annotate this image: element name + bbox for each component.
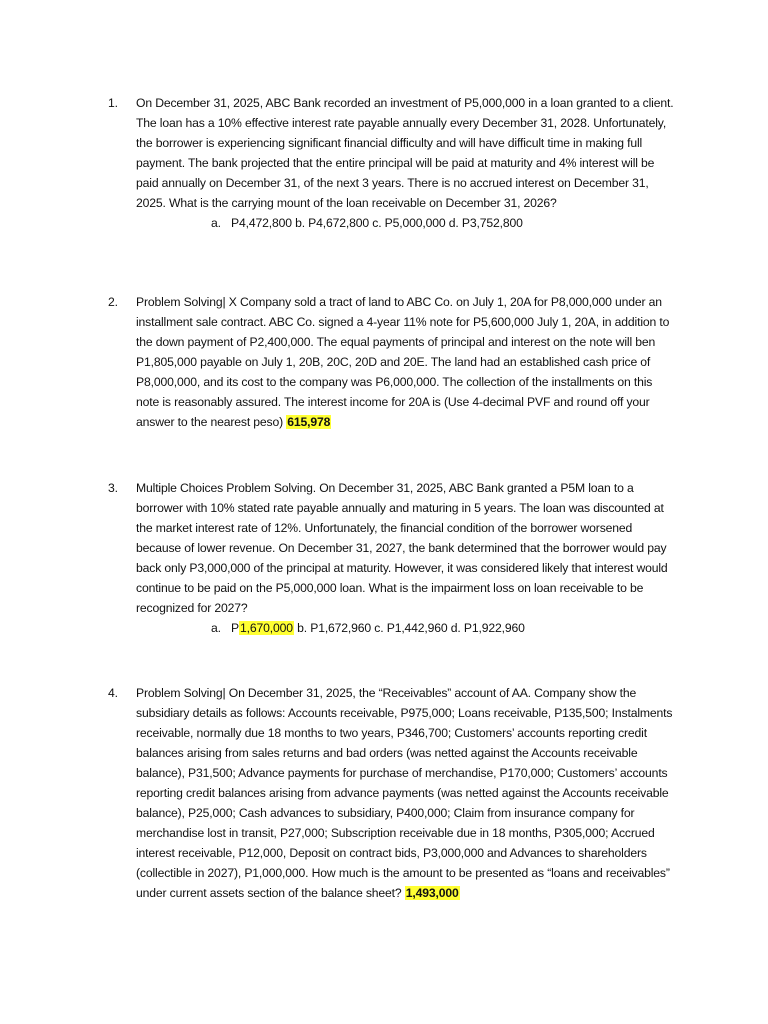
choice-list: P4,472,800 b. P4,672,800 c. P5,000,000 d. P3,752,800 — [231, 216, 523, 230]
choice-letter: a. — [211, 216, 221, 230]
highlighted-answer: 615,978 — [287, 415, 331, 429]
choice-letter: a. — [211, 621, 221, 635]
choice-list: b. P1,672,960 c. P1,442,960 d. P1,922,960 — [297, 621, 525, 635]
question-text: Problem Solving| On December 31, 2025, the “Receivables” account of AA. Company show the subsidiary details as follows: Accounts receivable, P975,000; Loans receivable, P135,500; Instalments receivable, normally due 18 months to two years, P346,700; Customers’ accounts reporting credit balances arising from sales returns and bad orders (was netted against the Accounts receivable balance), P31,500; Advance payments for purchase of merchandise, P170,000; Customers’ accounts reporting credit balances arising from advance payments (was netted against the Accounts receivable balance), P25,000; Cash advances to subsidiary, P400,000; Claim from insurance company for merchandise lost in transit, P27,000; Subscription receivable due in 18 months, P305,000; Accrued interest receivable, P12,000, Deposit on contract bids, P3,000,000 and Advances to shareholders (collectible in 2027), P1,000,000. How much is the amount to be presented as “loans and receivables” under current assets section of the balance sheet? — [136, 686, 673, 900]
question-body — [136, 93, 674, 233]
question-number: 1. — [108, 96, 118, 110]
question-text: On December 31, 2025, ABC Bank recorded an investment of P5,000,000 in a loan granted to a client. The loan has a 10% effective interest rate payable annually every December 31, 2028. Unfortunately, the borrower is experiencing significant financial difficulty and will have difficult time in making full payment. The bank projected that the entire principal will be paid at maturity and 4% interest will be paid annually on December 31, of the next 3 years. There is no accrued interest on December 31, 2025. What is the carrying mount of the loan receivable on December 31, 2026? — [136, 96, 674, 210]
question-2 — [108, 292, 674, 432]
question-body — [136, 478, 674, 638]
question-body — [136, 292, 674, 432]
choice-prefix: P — [231, 621, 239, 635]
question-text: Problem Solving| X Company sold a tract of land to ABC Co. on July 1, 20A for P8,000,000 under an installment sale contract. ABC Co. signed a 4-year 11% note for P5,600,000 July 1, 20A, in addition to the down payment of P2,400,000. The equal payments of principal and interest on the note will ben P1,805,000 payable on July 1, 20B, 20C, 20D and 20E. The land had an established cash price of P8,000,000, and its cost to the company was P6,000,000. The collection of the installments on this note is reasonably assured. The interest income for 20A is (Use 4-decimal PVF and round off your answer to the nearest peso) — [136, 295, 670, 429]
answer-choices — [211, 618, 674, 638]
answer-choices — [211, 213, 674, 233]
question-4 — [108, 683, 674, 903]
highlighted-answer: 1,670,000 — [239, 621, 293, 635]
question-text: Multiple Choices Problem Solving. On December 31, 2025, ABC Bank granted a P5M loan to a borrower with 10% stated rate payable annually and maturing in 5 years. The loan was discounted at the market interest rate of 12%. Unfortunately, the financial condition of the borrower worsened because of lower revenue. On December 31, 2027, the bank determined that the borrower would pay back only P3,000,000 of the principal at maturity. However, it was considered likely that interest would continue to be paid on the P5,000,000 loan. What is the impairment loss on loan receivable to be recognized for 2027? — [136, 481, 668, 615]
question-number: 3. — [108, 481, 118, 495]
question-3 — [108, 478, 674, 638]
question-body — [136, 683, 674, 903]
question-1 — [108, 93, 674, 233]
question-number: 2. — [108, 295, 118, 309]
highlighted-answer: 1,493,000 — [405, 886, 459, 900]
question-number: 4. — [108, 686, 118, 700]
